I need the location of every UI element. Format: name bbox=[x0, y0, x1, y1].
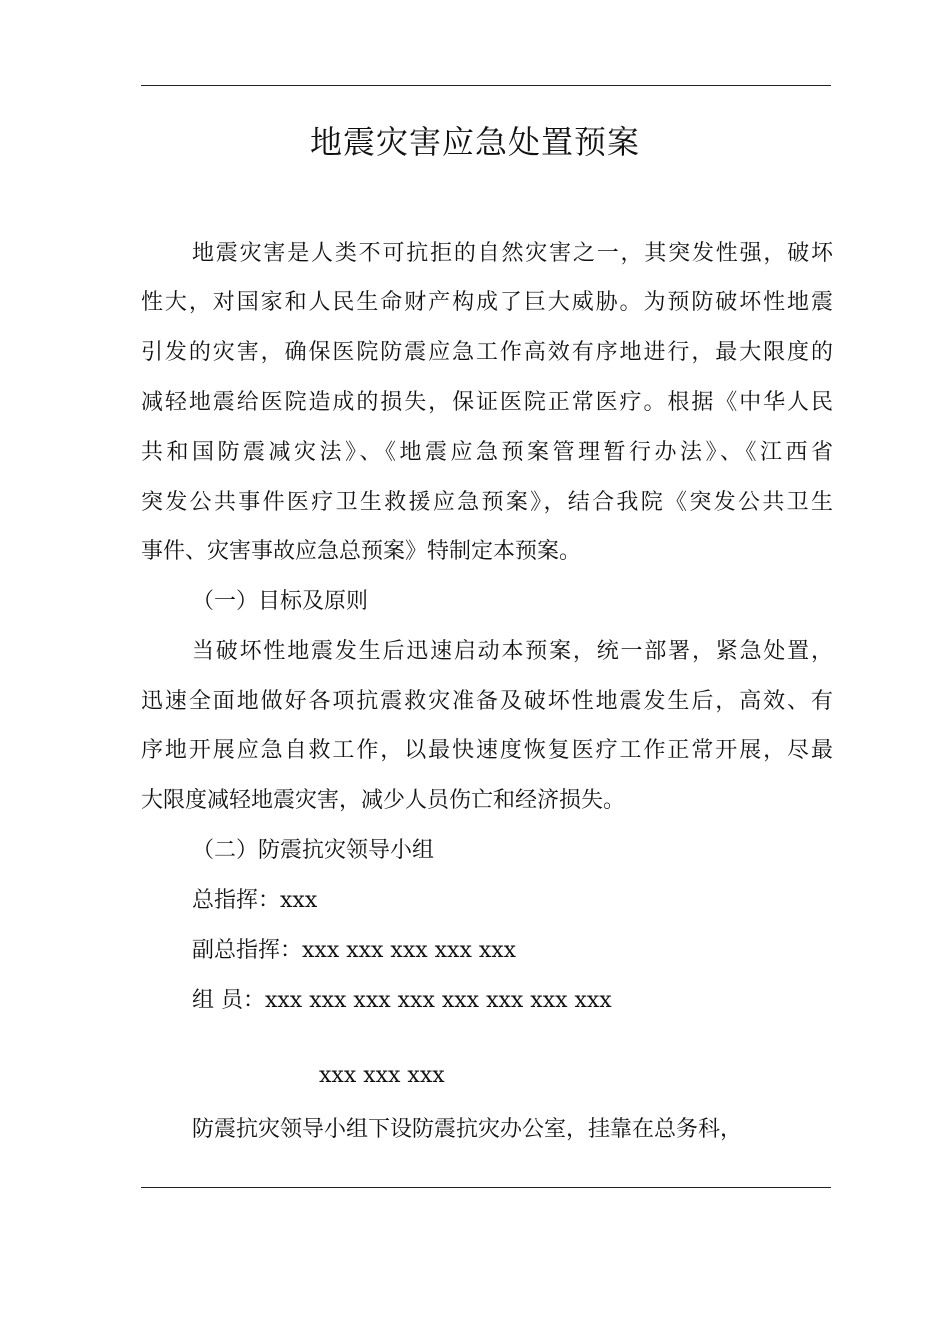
section-heading: （一）目标及原则 bbox=[192, 589, 369, 614]
intro-line: 减轻地震给医院造成的损失，保证医院正常医疗。根据《中华人民 bbox=[141, 390, 833, 415]
office-note-line: 防震抗灾领导小组下设防震抗灾办公室，挂靠在总务科， bbox=[192, 1117, 743, 1142]
intro-line: 突发公共事件医疗卫生救援应急预案》，结合我院《突发公共卫生 bbox=[141, 490, 833, 515]
intro-line: 性大，对国家和人民生命财产构成了巨大威胁。为预防破坏性地震 bbox=[141, 290, 833, 315]
section1-line: 迅速全面地做好各项抗震救灾准备及破坏性地震发生后，高效、有 bbox=[141, 689, 833, 714]
commander-line: 总指挥：xxx bbox=[192, 888, 318, 913]
footer-rule bbox=[141, 1187, 831, 1188]
members-continued-line: xxx xxx xxx bbox=[319, 1063, 445, 1088]
section1-line: 当破坏性地震发生后迅速启动本预案，统一部署，紧急处置， bbox=[192, 639, 833, 664]
deputy-commander-line: 副总指挥：xxx xxx xxx xxx xxx bbox=[192, 938, 517, 963]
section1-line: 序地开展应急自救工作，以最快速度恢复医疗工作正常开展，尽最 bbox=[141, 738, 833, 763]
intro-line: 引发的灾害，确保医院防震应急工作高效有序地进行，最大限度的 bbox=[141, 340, 833, 365]
intro-line: 事件、灾害事故应急总预案》特制定本预案。 bbox=[141, 539, 582, 564]
intro-line: 地震灾害是人类不可抗拒的自然灾害之一，其突发性强，破坏 bbox=[192, 241, 833, 266]
section-heading: （二）防震抗灾领导小组 bbox=[192, 838, 435, 863]
members-line: 组 员：xxx xxx xxx xxx xxx xxx xxx xxx bbox=[192, 988, 612, 1013]
header-rule bbox=[141, 85, 831, 86]
document-title: 地震灾害应急处置预案 bbox=[309, 123, 640, 161]
intro-line: 共和国防震减灾法》、《地震应急预案管理暂行办法》、《江西省 bbox=[141, 440, 833, 465]
section1-line: 大限度减轻地震灾害，减少人员伤亡和经济损失。 bbox=[141, 788, 626, 813]
